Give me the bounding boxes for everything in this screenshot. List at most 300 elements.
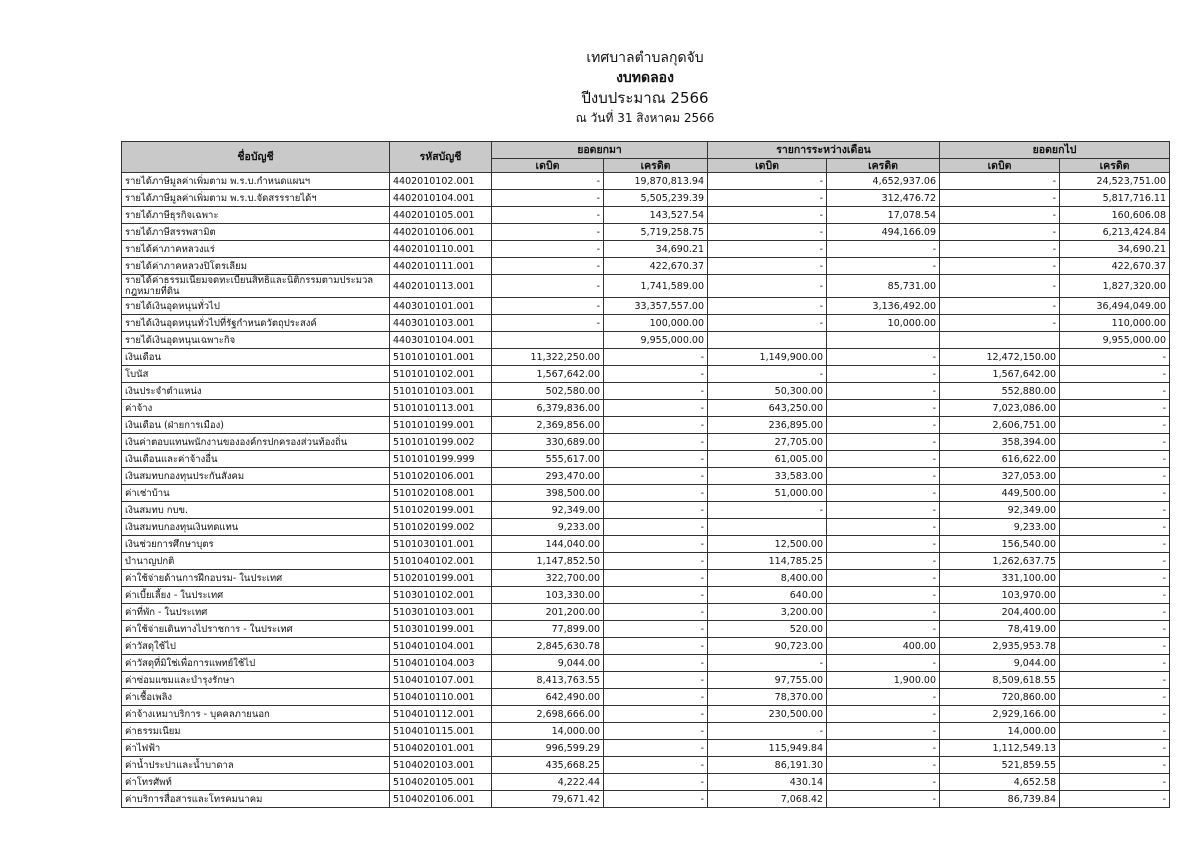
table-row [122, 570, 1170, 587]
report-title: งบทดลอง [616, 70, 674, 86]
cell-account-name: เงินค่าตอบแทนพนักงานขององค์กรปกครองส่วนท้องถิ่น [122, 434, 390, 451]
cell-closing-debit: 78,419.00 [940, 621, 1060, 638]
cell-closing-debit: - [940, 190, 1060, 207]
cell-account-code: 5102010199.001 [390, 570, 492, 587]
cell-closing-debit: - [940, 275, 1060, 298]
cell-during-debit: 230,500.00 [708, 706, 827, 723]
table-row [122, 536, 1170, 553]
cell-during-credit: - [827, 241, 940, 258]
cell-during-debit: 90,723.00 [708, 638, 827, 655]
cell-during-debit: 1,149,900.00 [708, 349, 827, 366]
cell-closing-debit: 14,000.00 [940, 723, 1060, 740]
cell-during-debit: - [708, 190, 827, 207]
cell-during-credit: 3,136,492.00 [827, 298, 940, 315]
cell-opening-debit: - [492, 173, 604, 190]
cell-account-code: 5101010102.001 [390, 366, 492, 383]
col-during-credit: เครดิต [827, 159, 940, 173]
cell-during-debit: 643,250.00 [708, 400, 827, 417]
cell-closing-debit: 552,880.00 [940, 383, 1060, 400]
cell-account-code: 5101030101.001 [390, 536, 492, 553]
cell-opening-debit: - [492, 241, 604, 258]
cell-during-credit: 312,476.72 [827, 190, 940, 207]
cell-opening-credit: - [604, 774, 708, 791]
cell-opening-debit: 642,490.00 [492, 689, 604, 706]
cell-closing-credit: 1,827,320.00 [1060, 275, 1170, 298]
cell-account-name: ค่าวัสดุที่มิใช่เพื่อการแพทย์ใช้ไป [122, 655, 390, 672]
cell-during-debit: - [708, 315, 827, 332]
fiscal-year: ปีงบประมาณ 2566 [581, 89, 709, 107]
cell-account-code: 4403010101.001 [390, 298, 492, 315]
cell-closing-credit: - [1060, 791, 1170, 808]
cell-account-name: เงินช่วยการศึกษาบุตร [122, 536, 390, 553]
cell-opening-credit: - [604, 451, 708, 468]
cell-account-code: 5104010112.001 [390, 706, 492, 723]
cell-closing-debit: 331,100.00 [940, 570, 1060, 587]
cell-account-name: ค่าเช่าบ้าน [122, 485, 390, 502]
cell-closing-credit: - [1060, 434, 1170, 451]
cell-account-code: 5101010199.001 [390, 417, 492, 434]
cell-opening-debit: 9,233.00 [492, 519, 604, 536]
cell-during-debit: 97,755.00 [708, 672, 827, 689]
table-row [122, 638, 1170, 655]
cell-closing-credit: 6,213,424.84 [1060, 224, 1170, 241]
cell-account-code: 4402010104.001 [390, 190, 492, 207]
cell-during-credit: - [827, 587, 940, 604]
cell-during-credit: - [827, 621, 940, 638]
cell-account-name: รายได้เงินอุดหนุนทั่วไป [122, 298, 390, 315]
cell-opening-credit: - [604, 604, 708, 621]
table-row [122, 275, 1170, 298]
cell-closing-credit: - [1060, 689, 1170, 706]
table-row [122, 706, 1170, 723]
cell-during-credit: 17,078.54 [827, 207, 940, 224]
cell-opening-debit: - [492, 315, 604, 332]
cell-opening-credit: - [604, 383, 708, 400]
cell-during-credit: - [827, 604, 940, 621]
cell-opening-debit: - [492, 258, 604, 275]
cell-during-credit: - [827, 519, 940, 536]
cell-during-credit: 10,000.00 [827, 315, 940, 332]
cell-opening-credit: 19,870,813.94 [604, 173, 708, 190]
cell-during-credit: - [827, 434, 940, 451]
table-row [122, 604, 1170, 621]
cell-closing-debit: 8,509,618.55 [940, 672, 1060, 689]
table-row [122, 689, 1170, 706]
col-closing-balance: ยอดยกไป [940, 142, 1170, 159]
cell-account-name: รายได้เงินอุดหนุนทั่วไปที่รัฐกำหนดวัตถุประสงค์ [122, 315, 390, 332]
cell-closing-debit: 9,044.00 [940, 655, 1060, 672]
cell-closing-credit: - [1060, 621, 1170, 638]
cell-account-code: 5101020199.002 [390, 519, 492, 536]
cell-during-credit: - [827, 349, 940, 366]
cell-opening-credit: - [604, 689, 708, 706]
cell-during-debit: 51,000.00 [708, 485, 827, 502]
cell-during-debit: - [708, 723, 827, 740]
cell-closing-credit: - [1060, 468, 1170, 485]
cell-during-debit: 520.00 [708, 621, 827, 638]
cell-during-debit [708, 332, 827, 349]
cell-closing-debit: 327,053.00 [940, 468, 1060, 485]
cell-during-credit: - [827, 723, 940, 740]
cell-closing-debit: 449,500.00 [940, 485, 1060, 502]
cell-during-credit: - [827, 740, 940, 757]
cell-closing-debit: - [940, 258, 1060, 275]
cell-account-code: 5104010110.001 [390, 689, 492, 706]
cell-account-name: รายได้ค่าภาคหลวงแร่ [122, 241, 390, 258]
cell-closing-debit: - [940, 207, 1060, 224]
cell-account-name: เงินเดือน [122, 349, 390, 366]
cell-opening-credit: 422,670.37 [604, 258, 708, 275]
cell-opening-debit: 6,379,836.00 [492, 400, 604, 417]
cell-during-credit: 1,900.00 [827, 672, 940, 689]
table-row [122, 655, 1170, 672]
cell-opening-credit: - [604, 672, 708, 689]
cell-closing-debit: 1,567,642.00 [940, 366, 1060, 383]
cell-account-name: ค่าใช้จ่ายด้านการฝึกอบรม- ในประเทศ [122, 570, 390, 587]
cell-opening-credit: - [604, 502, 708, 519]
cell-during-credit: - [827, 451, 940, 468]
cell-opening-debit: 11,322,250.00 [492, 349, 604, 366]
cell-account-name: รายได้ภาษีมูลค่าเพิ่มตาม พ.ร.บ.กำหนดแผนฯ [122, 173, 390, 190]
cell-account-code: 5104020106.001 [390, 791, 492, 808]
table-row [122, 451, 1170, 468]
cell-opening-debit: 330,689.00 [492, 434, 604, 451]
cell-account-name: รายได้ค่าธรรมเนียมจดทะเบียนสิทธิและนิติกรรมตามประมวลกฎหมายที่ดิน [122, 275, 390, 298]
cell-during-credit: 494,166.09 [827, 224, 940, 241]
cell-account-code: 5101010101.001 [390, 349, 492, 366]
cell-during-debit [708, 519, 827, 536]
cell-opening-credit: - [604, 655, 708, 672]
cell-account-name: ค่าธรรมเนียม [122, 723, 390, 740]
cell-closing-debit: 204,400.00 [940, 604, 1060, 621]
cell-closing-credit: - [1060, 400, 1170, 417]
table-row [122, 417, 1170, 434]
col-opening-balance: ยอดยกมา [492, 142, 708, 159]
cell-opening-debit: - [492, 207, 604, 224]
cell-opening-debit: 4,222.44 [492, 774, 604, 791]
cell-during-credit: - [827, 485, 940, 502]
table-row [122, 621, 1170, 638]
cell-account-code: 5104020101.001 [390, 740, 492, 757]
cell-opening-credit: 5,505,239.39 [604, 190, 708, 207]
cell-account-code: 5104010104.003 [390, 655, 492, 672]
cell-account-code: 4402010102.001 [390, 173, 492, 190]
cell-account-code: 5104010107.001 [390, 672, 492, 689]
cell-closing-debit: 9,233.00 [940, 519, 1060, 536]
cell-opening-debit: 1,147,852.50 [492, 553, 604, 570]
cell-opening-debit: 2,845,630.78 [492, 638, 604, 655]
cell-opening-credit: - [604, 638, 708, 655]
cell-during-debit: - [708, 173, 827, 190]
cell-account-code: 4402010111.001 [390, 258, 492, 275]
cell-account-name: ค่าไฟฟ้า [122, 740, 390, 757]
cell-opening-debit: 8,413,763.55 [492, 672, 604, 689]
table-row [122, 502, 1170, 519]
cell-during-credit [827, 332, 940, 349]
cell-opening-credit: 143,527.54 [604, 207, 708, 224]
cell-account-name: บำนาญปกติ [122, 553, 390, 570]
cell-closing-debit: 103,970.00 [940, 587, 1060, 604]
cell-opening-debit: 103,330.00 [492, 587, 604, 604]
cell-account-name: รายได้เงินอุดหนุนเฉพาะกิจ [122, 332, 390, 349]
cell-closing-debit: 2,935,953.78 [940, 638, 1060, 655]
cell-during-debit: - [708, 366, 827, 383]
cell-opening-credit: 34,690.21 [604, 241, 708, 258]
cell-account-code: 4402010106.001 [390, 224, 492, 241]
cell-opening-debit: 201,200.00 [492, 604, 604, 621]
trial-balance-table [121, 141, 1170, 808]
cell-opening-debit: 9,044.00 [492, 655, 604, 672]
cell-account-name: ค่าที่พัก - ในประเทศ [122, 604, 390, 621]
cell-closing-credit: - [1060, 366, 1170, 383]
table-row [122, 468, 1170, 485]
cell-closing-credit: - [1060, 672, 1170, 689]
cell-account-name: เงินประจำตำแหน่ง [122, 383, 390, 400]
cell-opening-debit: 77,899.00 [492, 621, 604, 638]
cell-closing-debit: - [940, 241, 1060, 258]
table-row [122, 241, 1170, 258]
cell-closing-credit: - [1060, 757, 1170, 774]
cell-opening-credit: - [604, 417, 708, 434]
report-date: ณ วันที่ 31 สิงหาคม 2566 [575, 111, 715, 125]
cell-closing-credit: - [1060, 655, 1170, 672]
col-opening-credit: เครดิต [604, 159, 708, 173]
cell-closing-debit [940, 332, 1060, 349]
table-row [122, 553, 1170, 570]
cell-closing-debit: - [940, 315, 1060, 332]
cell-during-debit: 114,785.25 [708, 553, 827, 570]
table-row [122, 207, 1170, 224]
cell-account-name: ค่าเชื้อเพลิง [122, 689, 390, 706]
cell-account-name: เงินเดือน (ฝ่ายการเมือง) [122, 417, 390, 434]
cell-closing-credit: - [1060, 740, 1170, 757]
cell-opening-debit: 79,671.42 [492, 791, 604, 808]
cell-closing-credit: - [1060, 383, 1170, 400]
cell-account-name: รายได้ค่าภาคหลวงปิโตรเลียม [122, 258, 390, 275]
table-row [122, 485, 1170, 502]
table-row [122, 757, 1170, 774]
cell-during-credit: - [827, 258, 940, 275]
cell-during-debit: 50,300.00 [708, 383, 827, 400]
cell-closing-credit: - [1060, 587, 1170, 604]
cell-during-debit: 78,370.00 [708, 689, 827, 706]
cell-opening-credit: 5,719,258.75 [604, 224, 708, 241]
cell-closing-debit: 2,929,166.00 [940, 706, 1060, 723]
cell-during-credit: - [827, 570, 940, 587]
cell-account-code: 5104020103.001 [390, 757, 492, 774]
col-closing-credit: เครดิต [1060, 159, 1170, 173]
table-row [122, 366, 1170, 383]
cell-closing-debit: 1,262,637.75 [940, 553, 1060, 570]
cell-account-code: 4402010105.001 [390, 207, 492, 224]
cell-during-credit: - [827, 400, 940, 417]
cell-closing-credit: - [1060, 723, 1170, 740]
cell-during-credit: - [827, 655, 940, 672]
col-account-name: ชื่อบัญชี [122, 142, 390, 173]
cell-during-debit: - [708, 502, 827, 519]
cell-during-debit: - [708, 275, 827, 298]
cell-closing-credit: - [1060, 638, 1170, 655]
cell-account-code: 5101010113.001 [390, 400, 492, 417]
cell-during-debit: - [708, 241, 827, 258]
cell-opening-credit: - [604, 519, 708, 536]
cell-closing-credit: - [1060, 485, 1170, 502]
cell-during-debit: - [708, 207, 827, 224]
table-row [122, 740, 1170, 757]
cell-closing-credit: - [1060, 536, 1170, 553]
cell-opening-debit: 92,349.00 [492, 502, 604, 519]
cell-opening-debit: - [492, 275, 604, 298]
cell-opening-debit: 555,617.00 [492, 451, 604, 468]
cell-closing-debit: 4,652.58 [940, 774, 1060, 791]
cell-opening-debit: 14,000.00 [492, 723, 604, 740]
cell-account-name: ค่าจ้าง [122, 400, 390, 417]
table-row [122, 258, 1170, 275]
cell-during-credit: - [827, 383, 940, 400]
cell-during-credit: 4,652,937.06 [827, 173, 940, 190]
cell-opening-credit: - [604, 349, 708, 366]
report-header [0, 48, 1200, 128]
cell-during-credit: - [827, 417, 940, 434]
cell-during-debit: - [708, 298, 827, 315]
cell-during-debit: 61,005.00 [708, 451, 827, 468]
cell-during-debit: 86,191.30 [708, 757, 827, 774]
cell-during-credit: - [827, 553, 940, 570]
cell-account-code: 5101010199.999 [390, 451, 492, 468]
cell-account-name: ค่าบริการสื่อสารและโทรคมนาคม [122, 791, 390, 808]
table-row [122, 349, 1170, 366]
cell-account-code: 5104010115.001 [390, 723, 492, 740]
cell-opening-debit: - [492, 298, 604, 315]
cell-account-code: 5103010103.001 [390, 604, 492, 621]
cell-opening-debit: - [492, 224, 604, 241]
cell-opening-credit: 9,955,000.00 [604, 332, 708, 349]
cell-during-credit: 85,731.00 [827, 275, 940, 298]
cell-opening-debit: 502,580.00 [492, 383, 604, 400]
cell-opening-debit: 2,369,856.00 [492, 417, 604, 434]
table-row [122, 723, 1170, 740]
cell-closing-debit: 12,472,150.00 [940, 349, 1060, 366]
table-row [122, 224, 1170, 241]
cell-opening-credit: - [604, 400, 708, 417]
cell-closing-credit: - [1060, 519, 1170, 536]
cell-account-name: ค่าซ่อมแซมและบำรุงรักษา [122, 672, 390, 689]
cell-account-code: 5104010104.001 [390, 638, 492, 655]
cell-during-debit: - [708, 258, 827, 275]
cell-closing-credit: 34,690.21 [1060, 241, 1170, 258]
cell-closing-credit: - [1060, 706, 1170, 723]
cell-account-code: 5101040102.001 [390, 553, 492, 570]
cell-closing-debit: - [940, 173, 1060, 190]
cell-closing-debit: 86,739.84 [940, 791, 1060, 808]
cell-account-name: ค่าวัสดุใช้ไป [122, 638, 390, 655]
table-row [122, 400, 1170, 417]
cell-opening-debit: 293,470.00 [492, 468, 604, 485]
cell-during-debit: 236,895.00 [708, 417, 827, 434]
cell-closing-debit: - [940, 224, 1060, 241]
cell-opening-credit: - [604, 366, 708, 383]
cell-account-name: รายได้ภาษีมูลค่าเพิ่มตาม พ.ร.บ.จัดสรรรายได้ฯ [122, 190, 390, 207]
cell-during-credit: - [827, 468, 940, 485]
cell-closing-debit: 720,860.00 [940, 689, 1060, 706]
cell-closing-credit: - [1060, 502, 1170, 519]
cell-closing-credit: - [1060, 417, 1170, 434]
cell-opening-debit: 996,599.29 [492, 740, 604, 757]
table-row [122, 587, 1170, 604]
table-row [122, 434, 1170, 451]
cell-during-debit: 8,400.00 [708, 570, 827, 587]
cell-account-code: 5103010199.001 [390, 621, 492, 638]
cell-closing-debit: 358,394.00 [940, 434, 1060, 451]
cell-opening-credit: - [604, 740, 708, 757]
cell-opening-credit: - [604, 434, 708, 451]
table-row [122, 315, 1170, 332]
cell-account-code: 4403010104.001 [390, 332, 492, 349]
cell-during-credit: - [827, 757, 940, 774]
cell-closing-credit: 36,494,049.00 [1060, 298, 1170, 315]
cell-during-debit: 12,500.00 [708, 536, 827, 553]
cell-account-name: เงินสมทบกองทุนเงินทดแทน [122, 519, 390, 536]
cell-opening-credit: - [604, 485, 708, 502]
cell-closing-credit: 24,523,751.00 [1060, 173, 1170, 190]
table-row [122, 672, 1170, 689]
cell-during-debit: 27,705.00 [708, 434, 827, 451]
cell-account-name: ค่าโทรศัพท์ [122, 774, 390, 791]
cell-account-name: เงินสมทบ กบข. [122, 502, 390, 519]
cell-opening-credit: - [604, 791, 708, 808]
cell-closing-credit: 422,670.37 [1060, 258, 1170, 275]
cell-during-credit: - [827, 689, 940, 706]
cell-account-code: 4402010110.001 [390, 241, 492, 258]
cell-account-code: 5101010103.001 [390, 383, 492, 400]
cell-closing-credit: - [1060, 774, 1170, 791]
cell-account-code: 5101020106.001 [390, 468, 492, 485]
cell-opening-credit: - [604, 706, 708, 723]
cell-opening-credit: - [604, 621, 708, 638]
cell-opening-credit: - [604, 553, 708, 570]
cell-account-name: รายได้ภาษีธุรกิจเฉพาะ [122, 207, 390, 224]
table-row [122, 190, 1170, 207]
cell-closing-credit: 9,955,000.00 [1060, 332, 1170, 349]
table-row [122, 774, 1170, 791]
cell-closing-credit: 110,000.00 [1060, 315, 1170, 332]
cell-closing-credit: - [1060, 570, 1170, 587]
col-opening-debit: เดบิต [492, 159, 604, 173]
cell-closing-credit: - [1060, 553, 1170, 570]
cell-account-name: เงินเดือนและค่าจ้างอื่น [122, 451, 390, 468]
table-row [122, 383, 1170, 400]
cell-closing-credit: 5,817,716.11 [1060, 190, 1170, 207]
cell-during-debit: 3,200.00 [708, 604, 827, 621]
cell-account-name: รายได้ภาษีสรรพสามิต [122, 224, 390, 241]
cell-account-name: ค่าน้ำประปาและน้ำบาดาล [122, 757, 390, 774]
cell-opening-debit [492, 332, 604, 349]
cell-closing-credit: - [1060, 451, 1170, 468]
cell-account-name: โบนัส [122, 366, 390, 383]
cell-during-credit: - [827, 774, 940, 791]
cell-during-credit: - [827, 536, 940, 553]
cell-opening-credit: 1,741,589.00 [604, 275, 708, 298]
cell-closing-debit: 521,859.55 [940, 757, 1060, 774]
cell-during-debit: - [708, 224, 827, 241]
organization-name: เทศบาลตำบลกุดจับ [586, 50, 704, 66]
cell-closing-debit: 92,349.00 [940, 502, 1060, 519]
cell-account-code: 5103010102.001 [390, 587, 492, 604]
cell-closing-debit: - [940, 298, 1060, 315]
cell-account-code: 5101020108.001 [390, 485, 492, 502]
cell-closing-debit: 156,540.00 [940, 536, 1060, 553]
cell-account-name: ค่าจ้างเหมาบริการ - บุคคลภายนอก [122, 706, 390, 723]
